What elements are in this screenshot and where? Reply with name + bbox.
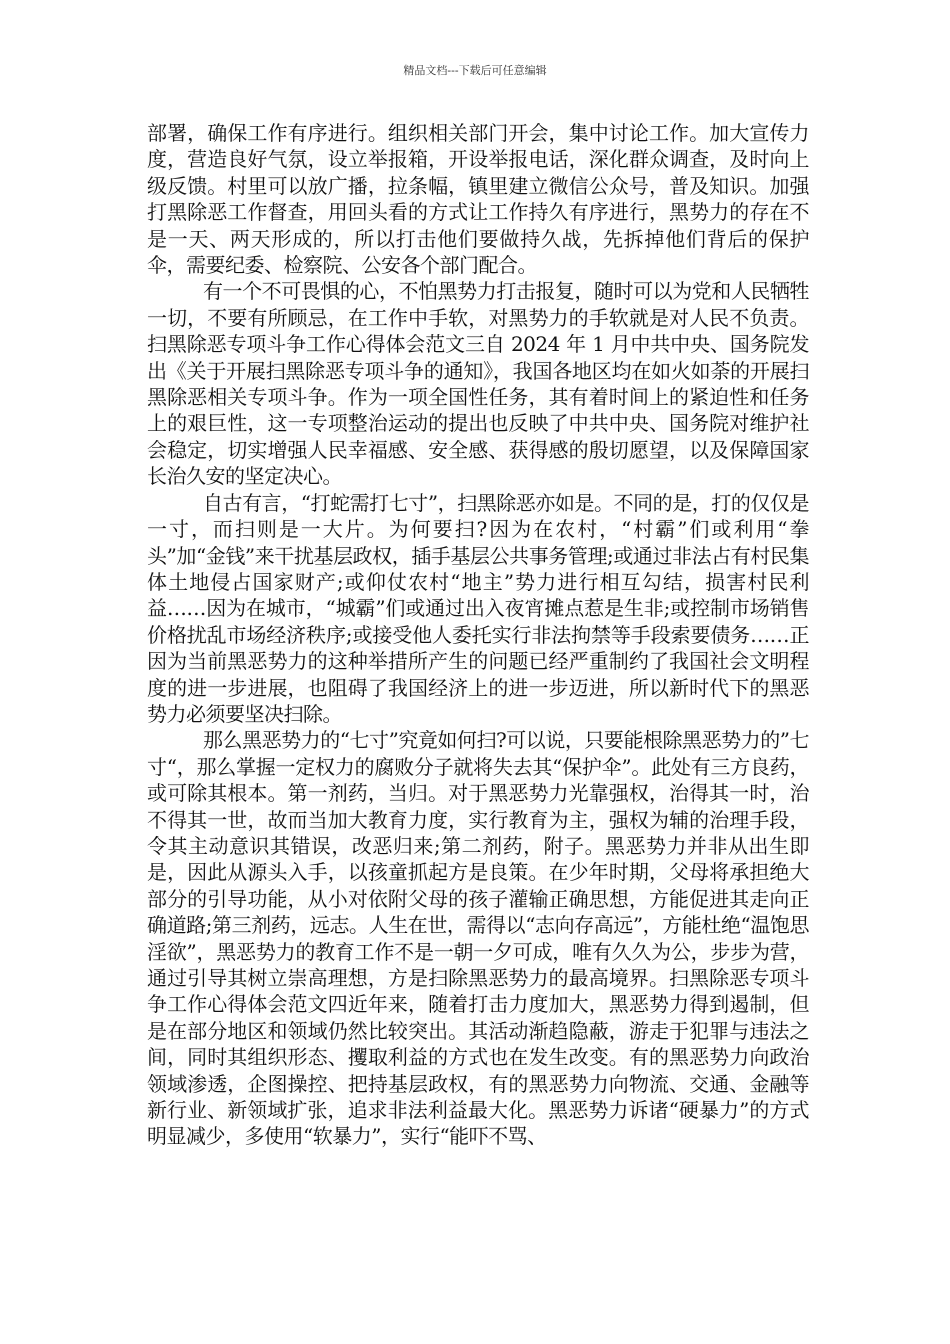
document-body (147, 120, 809, 1150)
paragraph-1: 部署，确保工作有序进行。组织相关部门开会，集中讨论工作。加大宣传力度，营造良好气氛，设立举报箱，开设举报电话，深化群众调查，及时向上级反馈。村里可以放广播，拉条幅，镇里建立微信公众号，普及知识。加强打黑除恶工作督查，用回头看的方式让工作持久有序进行，黑势力的存在不是一天、两天形成的，所以打击他们要做持久战，先拆掉他们背后的保护伞，需要纪委、检察院、公安各个部门配合。 (147, 121, 809, 278)
paragraph-3: 自古有言，“打蛇需打七寸”，扫黑除恶亦如是。不同的是，打的仅仅是一寸，而扫则是一大片。为何要扫?因为在农村，“村霸”们或利用“拳头”加“金钱”来干扰基层政权，插手基层公共事务管理;或通过非法占有村民集体土地侵占国家财产;或仰仗农村“地主”势力进行相互勾结，损害村民利益……因为在城市，“城霸”们或通过出入夜宵摊点惹是生非;或控制市场销售价格扰乱市场经济秩序;或接受他人委托实行非法拘禁等手段索要债务……正因为当前黑恶势力的这种举措所产生的问题已经严重制约了我国社会文明程度的进一步进展，也阻碍了我国经济上的进一步迈进，所以新时代下的黑恶势力必须要坚决扫除。 (147, 490, 809, 726)
paragraph-2: 有一个不可畏惧的心，不怕黑势力打击报复，随时可以为党和人民牺牲一切，不要有所顾忌，在工作中手软，对黑势力的手软就是对人民不负责。扫黑除恶专项斗争工作心得体会范文三自 2024 年 1 月中共中央、国务院发出《关于开展扫黑除恶专项斗争的通知》，我国各地区均在如火如荼的开展扫黑除恶相关专项斗争。作为一项全国性任务，其有着时间上的紧迫性和任务上的艰巨性，这一专项整治运动的提出也反映了中共中央、国务院对维护社会稳定，切实增强人民幸福感、安全感、获得感的殷切愿望，以及保障国家长治久安的坚定决心。 (147, 279, 809, 489)
paragraph-4: 那么黑恶势力的“七寸”究竟如何扫?可以说，只要能根除黑恶势力的”七寸“，那么掌握一定权力的腐败分子就将失去其“保护伞”。此处有三方良药，或可除其根本。第一剂药，当归。对于黑恶势力光靠强权，治得其一时，治不得其一世，故而当加大教育力度，实行教育为主，强权为辅的治理手段，令其主动意识其错误，改恶归来;第二剂药，附子。黑恶势力并非从出生即是，因此从源头入手，以孩童抓起方是良策。在少年时期，父母将承担绝大部分的引导功能，从小对依附父母的孩子灌输正确思想，方能促进其走向正确道路;第三剂药，远志。人生在世，需得以“志向存高远”，方能杜绝“温饱思淫欲”，黑恶势力的教育工作不是一朝一夕可成，唯有久久为公，步步为营，通过引导其树立崇高理想，方是扫除黑恶势力的最高境界。扫黑除恶专项斗争工作心得体会范文四近年来，随着打击力度加大，黑恶势力得到遏制，但是在部分地区和领域仍然比较突出。其活动渐趋隐蔽，游走于犯罪与违法之间，同时其组织形态、攫取利益的方式也在发生改变。有的黑恶势力向政治领域渗透，企图操控、把持基层政权，有的黑恶势力向物流、交通、金融等新行业、新领域扩张，追求非法利益最大化。黑恶势力诉诸“硬暴力”的方式明显减少，多使用“软暴力”，实行“能吓不骂、 (147, 728, 809, 1149)
page-header: 精品文档---下载后可任意编辑 (403, 64, 547, 77)
